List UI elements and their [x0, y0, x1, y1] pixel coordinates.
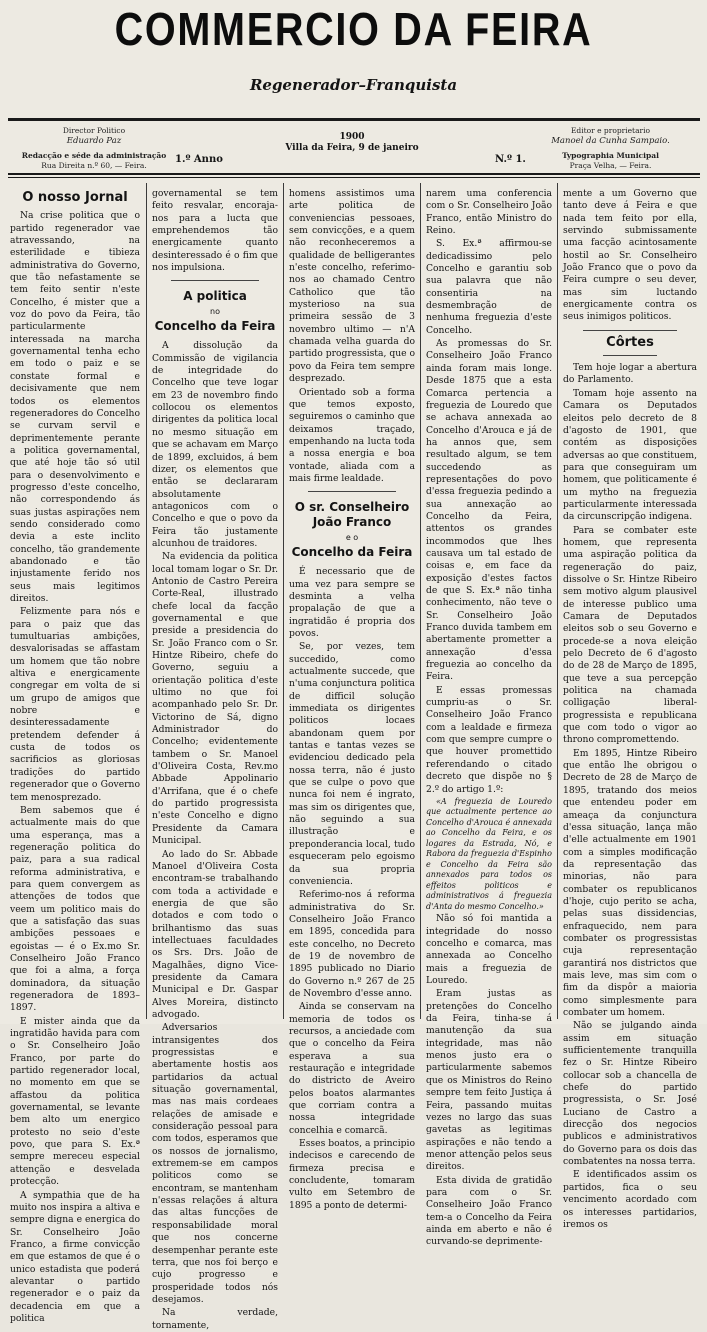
date-year: 1900 [339, 132, 365, 142]
paragraph: Esses boatos, a principio indecisos e carecendo de firmeza precisa e concludente, tomaram vulto em Setembro de 1895 a ponto de determi- [289, 1138, 415, 1211]
editor-label: Editor e proprietario [570, 126, 651, 135]
paragraph: mente a um Governo que tanto deve á Feira e que nada tem feito por ella, servindo submissamente uma facção acintosamente hostil ao Sr. Conselheiro João Franco que o povo da Feira cumpre o seu dever, mas sim luctando energicamente contra os seus inimigos politicos. [563, 188, 697, 323]
header-rule-bottom-thin [8, 177, 700, 178]
paragraph: governamental se tem feito resvalar, encoraja-nos para a lucta que emprehendemos tão energicamente quanto desinteressado é o fim que nos impulsiona. [152, 188, 278, 274]
divider [308, 491, 396, 492]
paragraph: Tomam hoje assento na Camara os Deputados eleitos pelo decreto de 8 d'agosto de 1901, que contém as disposições adversas ao que constituem, para que conseguiram um homem, que politicamente é um mytho na freguezia particularmente interessada da circunscripção indigena. [563, 387, 697, 523]
redaction-label: Redacção e séde da administração [21, 151, 167, 160]
masthead-subtitle: Regenerador–Franquista [249, 76, 458, 94]
divider [171, 280, 259, 281]
paragraph: Esta divida de gratidão para com o Sr. Conselheiro João Franco tem-a o Concelho da Feira ainda em aberto e não é curvando-se deprimente- [426, 1174, 552, 1248]
title-line: O sr. Conselheiro [294, 500, 410, 515]
divider [603, 355, 657, 356]
director-name: Eduardo Paz [66, 136, 122, 146]
title-connector: e o [345, 533, 359, 543]
paragraph: Adversarios intransigentes dos progressistas e abertamente hostis aos partidarios da actual situação governamental, mas nas mais cordeaes relações de amisade e consideração pessoal para com todos, esperamos que os nossos de jornalismo, extremem-se em campos politicos como se encontram, se mantenham n'essas relações á altura das altas funcções de responsabilidade moral que nos concerne desempenhar perante este terra, que nos foi berço e cujo progresso e prosperidade todos nós desejamos. [152, 1022, 278, 1305]
decree-quote: «A freguezia de Louredo que actualmente pertence ao Concelho d'Arouca é annexada ao Concelho da Feira, e os logares da Estrada, Nó, e Rabora da freguezia d'Espinho e Concelho da Feira são annexados para todos os effeitos politicos e administrativos á freguezia d'Anta do mesmo Concelho.» [426, 796, 552, 911]
article-title-nosso-jornal: O nosso Jornal [22, 190, 128, 205]
title-line: João Franco [312, 515, 392, 530]
article-title-conselheiro [289, 500, 415, 560]
paragraph: S. Ex.ª affirmou-se dedicadissimo pelo Concelho e garantiu sob sua palavra que não consentiria na desmembração de nenhuma freguezia d'este Concelho. [426, 238, 552, 336]
paragraph: Referimo-nos á reforma administrativa do Sr. Conselheiro João Franco em 1895, concedida para este concelho, no Decreto de 19 de novembro de 1895 publicado no Diario do Governo n.º 267 de 25 de Novembro d'esse anno. [289, 889, 415, 999]
paragraph: A sympathia que de ha muito nos inspira a altiva e sempre digna e energica do Sr. Conselheiro João Franco, a firme convicção em que estamos de que é o unico estadista que poderá alevantar o partido regenerador e o paiz da decadencia em que a politica [10, 1189, 140, 1324]
paragraph: narem uma conferencia com o Sr. Conselheiro João Franco, então Ministro do Reino. [426, 188, 552, 237]
column-2 [152, 188, 278, 1331]
director-label: Director Politico [62, 126, 126, 135]
column-3 [289, 188, 416, 1211]
column-divider-4 [557, 183, 558, 1019]
header-right-info [528, 126, 693, 171]
print-address: Praça Velha, — Feira. [569, 161, 652, 170]
paragraph: Em 1895, Hintze Ribeiro que então lhe obrigou o Decreto de 28 de Março de 1895, tratando dos meios que entendeu poder em ameaça da conjunctura d'essa situação, lança mão d'elle actualmente em 1901 com a simples modificação da representação das minorias, não para combater os republicanos d'hoje, cujo perito se acha, pelas suas dissidencias, enfraquecido, nem para combater os progressistas cuja representação garantirá nos districtos que mais leve, mas sim com o fim da dispôr a maioria como simplesmente para combater um homem. [563, 747, 697, 1018]
paragraph: Não se julgando ainda assim em situação sufficientemente tranquilla fez o Sr. Hintze Ribeiro collocar sob a chancella de chefe do partido progressista, o Sr. José Luciano de Castro a direcção dos negocios publicos e administrativos do Governo para os dois das combatentes na nossa terra. [563, 1020, 697, 1168]
column-1 [10, 188, 140, 1324]
paragraph: Tem hoje logar a abertura do Parlamento. [563, 362, 697, 386]
column-divider-3 [420, 183, 421, 1019]
column-divider-2 [283, 183, 284, 1019]
paragraph: Ao lado do Sr. Abbade Manoel d'Oliveira Costa encontram-se trabalhando com toda a actividade e energia de que são dotados e com todo o brilhantismo das suas intellectuaes faculdades os Srs. Drs. João de Magalhães, digno Vice-presidente da Camara Municipal e Dr. Gaspar Alves Moreira, distincto advogado. [152, 848, 278, 1020]
paragraph: Na evidencia da politica local tomam logar o Sr. Dr. Antonio de Castro Pereira Corte-Real, illustrado chefe local da facção governamental e que preside a presidencia do Sr. João Franco com o Sr. Hintze Ribeiro, chefe do Governo, seguiu a orientação politica d'este ultimo no que foi acompanhado pelo Sr. Dr. Victorino de Sá, digno Administrador do Concelho; evidentemente tambem o Sr. Manoel d'Oliveira Costa, Rev.mo Abbade Appolinario d'Arrifana, que é o chefe do partido progressista n'este Concelho e digno Presidente da Camara Municipal. [152, 551, 278, 847]
paragraph: Não só foi mantida a integridade do nosso concelho e comarca, mas annexada ao Concelho mais a freguezia de Louredo. [426, 913, 552, 987]
paragraph: E identificados assim os partidos, fica o seu vencimento acordado com os interesses partidarios, iremos os [563, 1169, 697, 1230]
column-divider-1 [146, 183, 147, 1019]
article-title-politica [152, 289, 278, 334]
paragraph: As promessas do Sr. Conselheiro João Franco ainda foram mais longe. Desde 1875 que a esta Comarca pertencia a freguezia de Louredo que se achava annexada ao Concelho d'Arouca e já de ha annos que, sem resultado algum, se tem succedendo as representações do povo d'essa freguezia pedindo a sua annexação ao Concelho da Feira, attentos os grandes incommodos que lhes causava um tal estado de coisas e, em face da exposição d'estes factos de que S. Ex.ª não tinha conhecimento, não teve o Sr. Conselheiro João Franco duvida tambem em abertamente prometter a annexação d'essa freguezia ao concelho da Feira. [426, 338, 552, 683]
title-line: Concelho da Feira [154, 319, 276, 334]
print-label: Typographia Municipal [562, 151, 659, 160]
title-line: Concelho da Feira [291, 545, 413, 560]
paragraph: Bem sabemos que é actualmente mais do que uma esperança, mas a regeneração politica do paiz, para a sua radical reforma administrativa, e para quem convergem as attenções de todos que veem um politico mais do que a satisfação das suas ambições pessoaes e egoistas — é o Ex.mo Sr. Conselheiro João Franco que foi a alma, a força dominadora, da situação regeneradora de 1893–1897. [10, 804, 140, 1014]
paragraph: Para se combater este homem, que representa uma aspiração politica da regeneração do paiz, dissolve o Sr. Hintze Ribeiro sem motivo algum plausivel de interesse publico uma Camara de Deputados eleitos sob o seu Governo e procede-se a nova eleição pelo Decreto de 6 d'agosto do de 28 de Março de 1895, que teve a sua percepção politica na chamada colligação liberal-progressista e republicana que com todo o vigor ao throno compromettendo. [563, 524, 697, 746]
paragraph: Na verdade, tornamente, [152, 1307, 278, 1331]
date-line: Villa da Feira, 9 de janeiro [285, 143, 419, 153]
header-left-info [14, 126, 174, 171]
paragraph: Se, por vezes, tem succedido, como actualmente succede, que n'uma conjunctura politica de difficil solução immediata os dirigentes politicos locaes abandonam quem por tantas e tantas vezes se evidenciou dedicado pela nossa terra, não é justo que se culpe o povo que nunca foi nem é ingrato, mas sim os dirigentes que, não seguindo a sua illustração e preponderancia local, tudo esqueceram pelo egoismo da sua propria conveniencia. [289, 641, 415, 887]
paragraph: Na crise politica que o partido regenerador vae atravessando, na esterilidade e tibieza administrativa do Governo, que tão nefastamente se tem feito sentir n'este Concelho, é mister que a voz do povo da Feira, tão particularmente interessada na marcha governamental tenha echo em todo o paiz e se constate formal e decisivamente que nem todos os elementos regeneradores do Concelho se curvam servil e deprimentemente perante a politica governamental, que até hoje tão só util para o desenvolvimento e progresso d'este concelho, não correspondendo ás suas justas aspirações nem sendo considerado como devia a este inclito concelho, tão grandemente abandonado e tão injustamente ferido nos seus mais legitimos direitos. [10, 210, 140, 604]
divider [583, 330, 677, 331]
paragraph: Felizmente para nós e para o paiz que das tumultuarias ambições, desvalorisadas se affastam um homem que tão nobre altiva e energicamente congregar em volta de si um grupo de amigos que nobre e desinteressadamente pretendem defender á custa de todos os sacrificios as gloriosas tradições do partido regenerador que o Governo tem menosprezado. [10, 606, 140, 803]
paragraph: Orientado sob a forma que temos exposto, seguiremos o caminho que deixamos traçado, empenhando na lucta toda a nossa energia e boa vontade, aliada com a mais firme lealdade. [289, 386, 415, 484]
editor-name: Manoel da Cunha Sampaio. [551, 136, 670, 146]
anno-label: 1.º Anno [175, 154, 223, 165]
paragraph: Ainda se conservam na memoria de todos os recursos, a anciedade com que o concelho da Feira esperava a sua restauração e integridade do districto de Aveiro pelos boatos alarmantes que corriam contra a nossa integridade concelhia e comarcã. [289, 1001, 415, 1136]
paragraph: É necessario que de uma vez para sempre se desminta a velha propalação de que a ingratidão é propria dos povos. [289, 566, 415, 639]
paragraph: Eram justas as pretenções do Concelho da Feira, tinha-se á manutenção da sua integridade, mas não menos justo era o particularmente sabemos que os Ministros do Reino sempre tem feito Justiça á Feira, passando muitas vezes no largo das suas gavetas as legitimas aspirações e não tendo a menor attenção pelos seus direitos. [426, 988, 552, 1173]
redaction-address: Rua Direita n.º 60, — Feira. [41, 161, 147, 170]
masthead-title: COMMERCIO DA FEIRA [114, 3, 593, 55]
paragraph: homens assistimos uma arte politica de conveniencias pessoaes, sem convicções, e a quem não reconheceremos a qualidade de belligerantes n'este concelho, referimo-nos ao chamado Centro Catholico que tão mysterioso na sua primeira sessão de 3 novembro ultimo — n'A chamada velha guarda do partido progressista, que o povo da Feira tem sempre desprezado. [289, 188, 416, 385]
article-title-cortes: Côrtes [606, 334, 654, 350]
column-4 [426, 188, 552, 1248]
paragraph: E mister ainda que da ingratidão havida para com o Sr. Conselheiro João Franco, por parte do partido regenerador local, no momento em que se affastou da politica governamental, se levante bem alto um energico protesto no seio d'este povo, que para S. Ex.ª sempre mereceu especial attenção e desvelada protecção. [10, 1015, 140, 1188]
title-connector: no [210, 307, 220, 317]
title-line: A politica [183, 289, 247, 304]
header-date [232, 132, 472, 154]
header-rule-bottom [8, 173, 700, 175]
paragraph: E essas promessas cumpriu-as o Sr. Conselheiro João Franco com a lealdade e firmeza com que sempre cumpre o que houver promettido referendando o citado decreto que dispõe no § 2.º do artigo 1.º: [426, 684, 552, 795]
numero-label: N.º 1. [495, 154, 526, 165]
header-rule-top [8, 118, 700, 121]
paragraph: A dissolução da Commissão de vigilancia de integridade do Concelho que teve logar em 23 de novembro findo collocou os elementos dirigentes da politica local no mesmo situação em que se achavam em Março de 1899, excluidos, á bem dizer, os elementos que então se declararam absolutamente antagonicos com o Concelho e que o povo da Feira tão justamente alcunhou de traidores. [152, 340, 278, 549]
column-5 [563, 188, 697, 1230]
